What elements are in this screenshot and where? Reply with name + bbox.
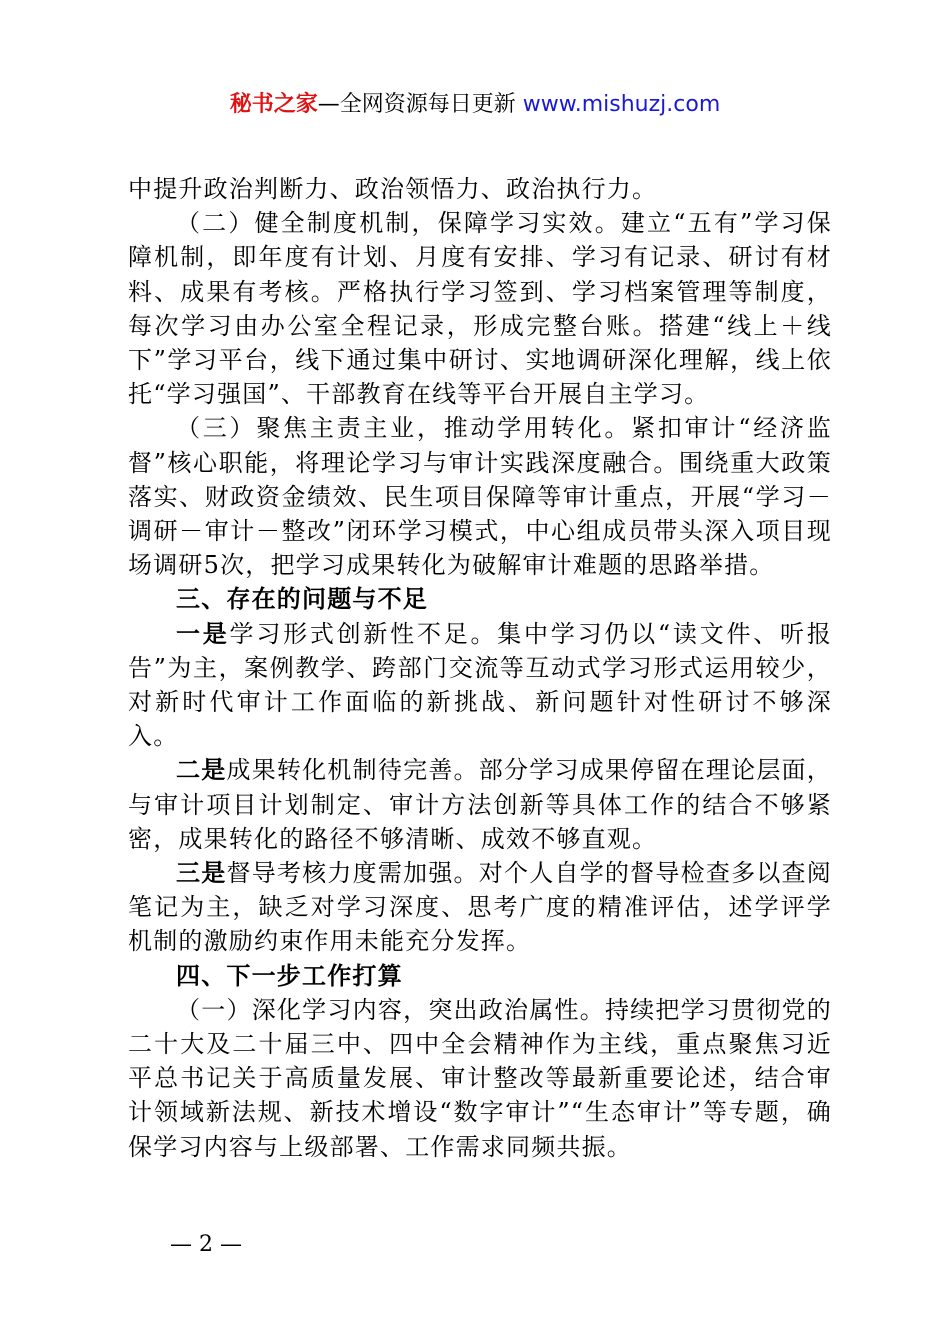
paragraph-lead: 一是 bbox=[176, 619, 230, 648]
paragraph-lead: 二是 bbox=[176, 756, 227, 785]
paragraph bbox=[128, 856, 832, 959]
paragraph-text: 成果转化机制待完善。部分学习成果停留在理论层面，与审计项目计划制定、审计方法创新等具体工作的结合不够紧密，成果转化的路径不够清晰、成效不够直观。 bbox=[128, 756, 832, 853]
paragraph bbox=[128, 617, 832, 754]
paragraph: 中提升政治判断力、政治领悟力、政治执行力。 bbox=[128, 175, 658, 203]
banner-separator: — bbox=[317, 92, 340, 117]
paragraph bbox=[128, 753, 832, 856]
banner-tagline: 全网资源每日更新 bbox=[339, 92, 523, 117]
paragraph: （一）深化学习内容，突出政治属性。持续把学习贯彻党的二十大及二十届三中、四中全会精神作为主线，重点聚焦习近平总书记关于高质量发展、审计整改等最新重要论述，结合审计领域新法规、新技术增设“数字审计”“生态审计”等专题，确保学习内容与上级部署、工作需求同频共振。 bbox=[128, 995, 832, 1161]
paragraph-lead: 三是 bbox=[176, 859, 227, 888]
paragraph: （三）聚焦主责主业，推动学用转化。紧扣审计“经济监督”核心职能，将理论学习与审计实践深度融合。围绕重大政策落实、财政资金绩效、民生项目保障等审计重点，开展“学习－调研－审计－整改”闭环学习模式，中心组成员带头深入项目现场调研5次，把学习成果转化为破解审计难题的思路举措。 bbox=[128, 414, 832, 580]
document-body bbox=[128, 172, 832, 1164]
page-number: — 2 — bbox=[170, 1232, 242, 1257]
paragraph: （二）健全制度机制，保障学习实效。建立“五有”学习保障机制，即年度有计划、月度有安排、学习有记录、研讨有材料、成果有考核。严格执行学习签到、学习档案管理等制度，每次学习由办公室全程记录，形成完整台账。搭建“线上＋线下”学习平台，线下通过集中研讨、实地调研深化理解，线上依托“学习强国”、干部教育在线等平台开展自主学习。 bbox=[128, 209, 832, 409]
site-url-link[interactable]: www.mishuzj.com bbox=[522, 92, 721, 117]
section-heading: 四、下一步工作打算 bbox=[176, 961, 403, 990]
site-banner bbox=[0, 88, 950, 122]
section-heading: 三、存在的问题与不足 bbox=[176, 585, 428, 614]
paragraph-text: 学习形式创新性不足。集中学习仍以“读文件、听报告”为主，案例教学、跨部门交流等互动式学习形式运用较少，对新时代审计工作面临的新挑战、新问题针对性研讨不够深入。 bbox=[128, 619, 832, 751]
brand-name: 秘书之家 bbox=[229, 92, 318, 117]
paragraph-text: 督导考核力度需加强。对个人自学的督导检查多以查阅笔记为主，缺乏对学习深度、思考广度的精准评估，述学评学机制的激励约束作用未能充分发挥。 bbox=[128, 859, 832, 956]
